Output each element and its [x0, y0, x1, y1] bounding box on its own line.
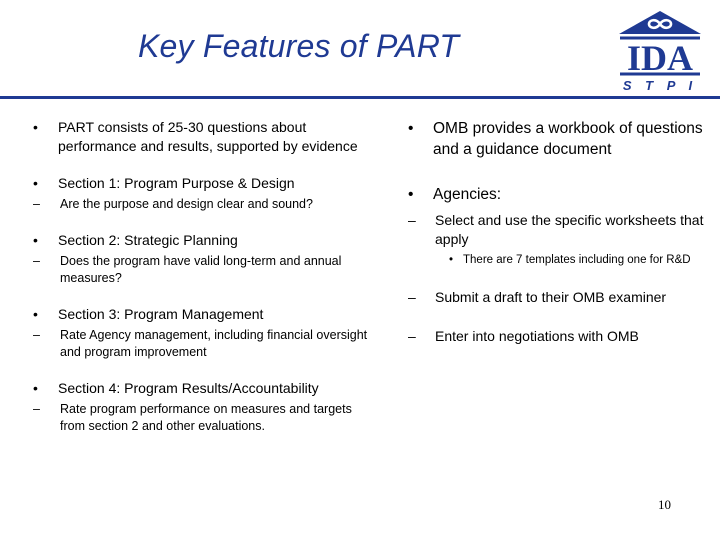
- right-item: [405, 184, 705, 205]
- bullet-marker: •: [33, 232, 38, 248]
- sub-bullet-text: Rate program performance on measures and targets from section 2 and other evaluations.: [60, 402, 352, 433]
- left-item: [30, 118, 375, 156]
- bullet-text: Agencies:: [433, 186, 502, 203]
- right-column: [405, 118, 705, 346]
- sub-bullet-text: Rate Agency management, including financial oversight and program improvement: [60, 328, 368, 359]
- left-item: [30, 305, 375, 361]
- dash-marker: –: [33, 402, 40, 416]
- bullet-marker: •: [33, 380, 38, 396]
- bullet-text: OMB provides a workbook of questions and a guidance document: [433, 120, 703, 158]
- left-item: [30, 174, 375, 213]
- dash-marker: –: [33, 328, 40, 342]
- sub-bullet-text: Enter into negotiations with OMB: [435, 328, 639, 344]
- dash-marker: –: [33, 197, 40, 211]
- logo-letters: IDA: [626, 38, 694, 78]
- logo-subtitle: S T P I: [622, 78, 698, 93]
- right-sub-sub-item: [449, 253, 705, 268]
- dash-marker: –: [408, 328, 416, 344]
- right-sub-item: [405, 288, 705, 307]
- left-column: [30, 118, 375, 453]
- bullet-marker: •: [449, 254, 454, 266]
- right-item: [405, 118, 705, 160]
- page-number: 10: [658, 497, 671, 512]
- bullet-text: Section 1: Program Purpose & Design: [58, 175, 295, 191]
- bullet-marker: •: [33, 119, 38, 135]
- sub-bullet-text: Select and use the specific worksheets that apply: [435, 212, 704, 247]
- bullet-text: PART consists of 25-30 questions about performance and results, supported by evidence: [58, 119, 358, 154]
- bullet-marker: •: [408, 120, 414, 137]
- sub-bullet-text: Does the program have valid long-term and annual measures?: [60, 254, 342, 285]
- bullet-marker: •: [33, 306, 38, 322]
- bullet-marker: •: [408, 186, 414, 203]
- left-item: [30, 379, 375, 435]
- right-sub-item: [405, 211, 705, 249]
- sub-bullet-text: Are the purpose and design clear and sound?: [60, 197, 313, 211]
- left-item: [30, 231, 375, 287]
- dash-marker: –: [408, 289, 416, 305]
- title-divider: [0, 96, 720, 99]
- sub-bullet-text: Submit a draft to their OMB examiner: [435, 289, 667, 305]
- bullet-text: Section 2: Strategic Planning: [58, 232, 238, 248]
- bullet-text: Section 3: Program Management: [58, 306, 264, 322]
- bullet-text: Section 4: Program Results/Accountability: [58, 380, 319, 396]
- dash-marker: –: [33, 254, 40, 268]
- ida-stpi-logo: [616, 8, 704, 92]
- right-sub-item: [405, 327, 705, 346]
- slide-title: Key Features of PART: [138, 28, 460, 64]
- bullet-marker: •: [33, 175, 38, 191]
- ida-logo-graphic: [616, 8, 704, 80]
- sub-sub-bullet-text: There are 7 templates including one for R&D: [463, 254, 691, 266]
- dash-marker: –: [408, 212, 416, 228]
